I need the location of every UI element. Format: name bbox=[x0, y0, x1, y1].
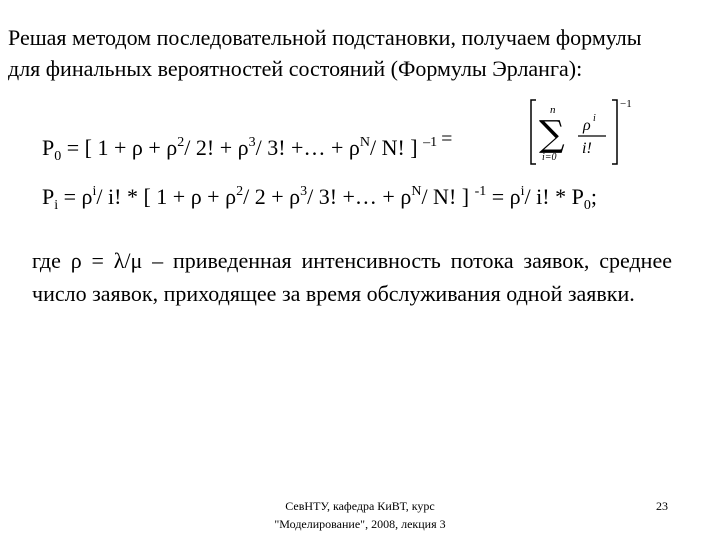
pi-part-d: / 3! +… + ρ bbox=[307, 184, 412, 209]
sum-bracket-exponent: −1 bbox=[620, 98, 632, 110]
formula-p0 bbox=[42, 126, 453, 164]
intro-line-2: для финальных вероятностей состояний (Формулы Эрланга): bbox=[8, 56, 583, 81]
p0-symbol: P bbox=[42, 135, 55, 160]
pi-part-g: / i! * P bbox=[524, 184, 584, 209]
page-number: 23 bbox=[656, 499, 668, 513]
sum-rho: ρ bbox=[583, 117, 591, 134]
pi-subscript: i bbox=[54, 198, 59, 213]
sum-lower-limit: i=0 bbox=[542, 152, 557, 163]
pi-subscript-0: 0 bbox=[583, 198, 591, 213]
footer bbox=[230, 497, 490, 533]
pi-part-a: = ρ bbox=[58, 184, 93, 209]
pi-power-b: 2 bbox=[236, 184, 244, 199]
p0-subscript: 0 bbox=[54, 149, 62, 164]
p0-term-3: / 3! +… + ρ bbox=[255, 135, 360, 160]
p0-body: = [ 1 + ρ + ρ bbox=[61, 135, 178, 160]
sum-formula-image bbox=[528, 96, 646, 168]
left-bracket bbox=[531, 100, 536, 164]
footer-line-1: СевНТУ, кафедра КиВТ, курс bbox=[285, 499, 435, 513]
right-bracket bbox=[612, 100, 617, 164]
p0-exponent: –1 bbox=[423, 135, 438, 150]
intro-line-1: Решая методом последовательной подстановки, получаем формулы bbox=[8, 25, 642, 50]
p0-power-n: N bbox=[359, 135, 370, 150]
p0-equals-sign: = bbox=[441, 128, 453, 150]
pi-power-d: N bbox=[411, 184, 422, 199]
pi-part-e: / N! ] bbox=[421, 184, 475, 209]
pi-power-c: 3 bbox=[300, 184, 308, 199]
pi-part-f: = ρ bbox=[486, 184, 521, 209]
sum-rho-exponent: i bbox=[593, 113, 596, 124]
formula-pi bbox=[42, 184, 597, 213]
p0-term-2: / 2! + ρ bbox=[184, 135, 249, 160]
pi-part-c: / 2 + ρ bbox=[243, 184, 301, 209]
pi-symbol: P bbox=[42, 184, 55, 209]
pi-part-b: / i! * [ 1 + ρ + ρ bbox=[96, 184, 237, 209]
sum-upper-limit: n bbox=[550, 104, 556, 116]
p0-term-n: / N! ] bbox=[369, 135, 424, 160]
sum-sigma-icon: ∑ bbox=[539, 114, 565, 155]
pi-power-e: -1 bbox=[474, 184, 487, 199]
p0-power-3: 3 bbox=[248, 135, 256, 150]
definition-paragraph: где ρ = λ/μ – приведенная интенсивность потока заявок, среднее число заявок, приходящее за время обслуживания одной заявки. bbox=[32, 248, 672, 306]
pi-power-a: i bbox=[92, 184, 97, 199]
footer-line-2: "Моделирование", 2008, лекция 3 bbox=[274, 517, 446, 531]
sum-denominator: i! bbox=[582, 140, 592, 157]
pi-power-f: i bbox=[520, 184, 525, 199]
pi-part-h: ; bbox=[590, 184, 597, 209]
intro-text bbox=[8, 22, 712, 84]
p0-power-2: 2 bbox=[177, 135, 185, 150]
